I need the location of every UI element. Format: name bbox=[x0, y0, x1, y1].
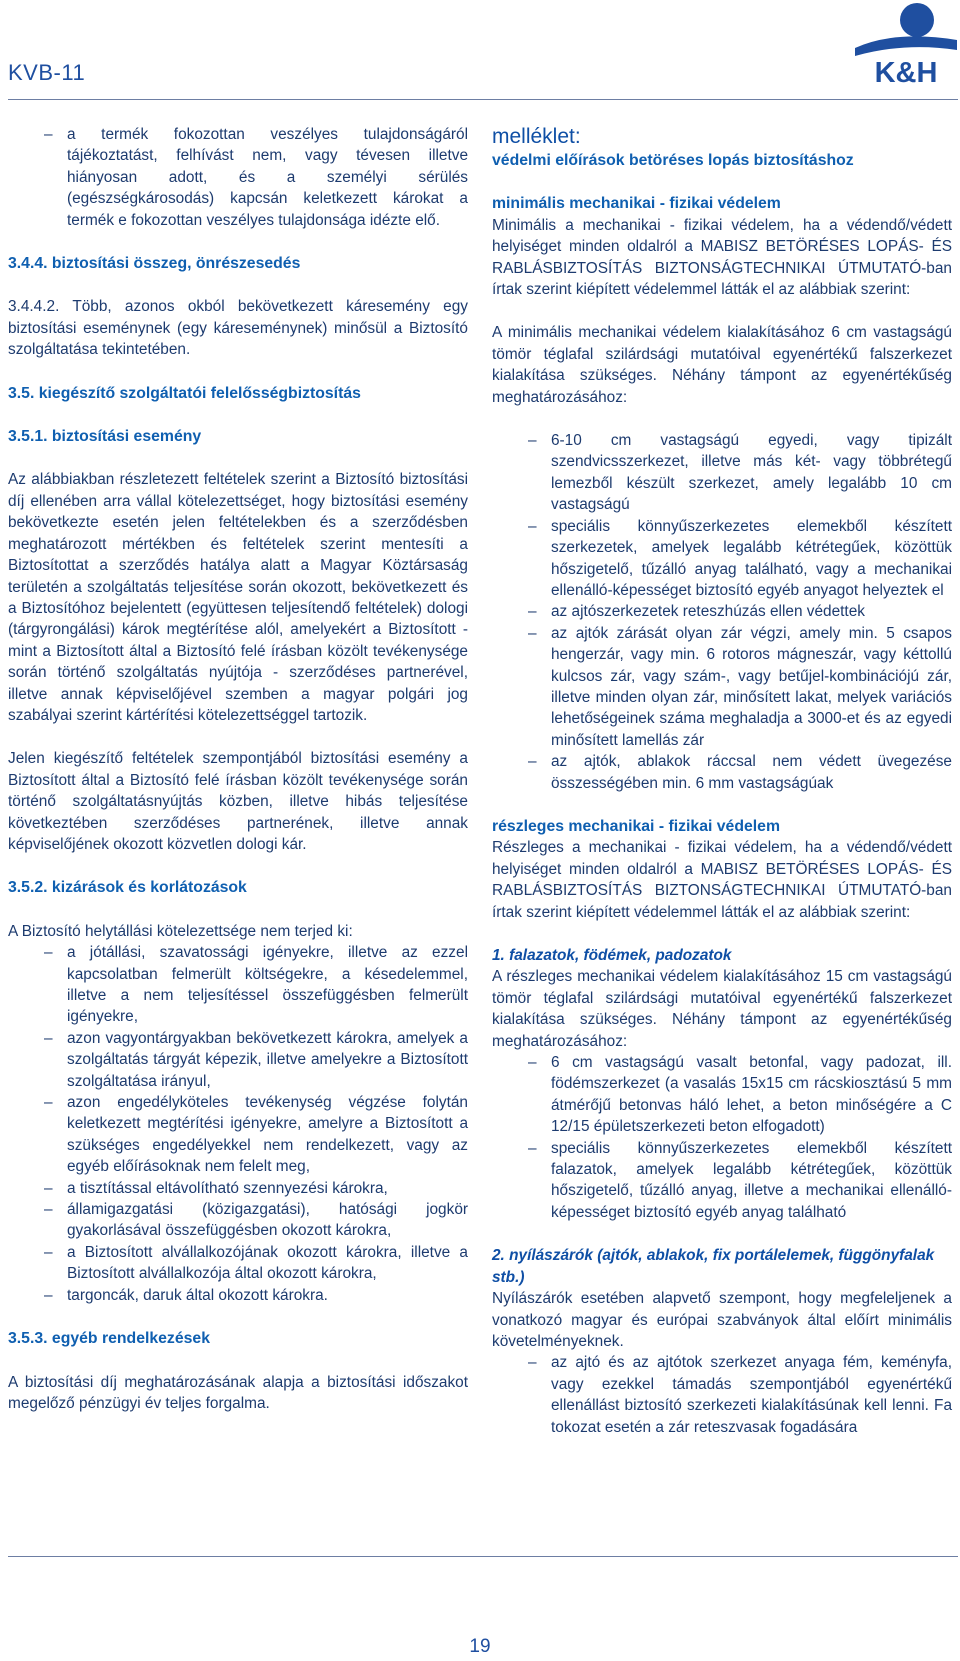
document-code: KVB-11 bbox=[8, 60, 86, 85]
openings-heading: 2. nyílászárók (ajtók, ablakok, fix portálelemek, függönyfalak stb.) bbox=[492, 1247, 935, 1286]
paragraph-3-5-1-b: Jelen kiegészítő feltételek szempontjából biztosítási esemény a Biztosított által a Biztosító felé írásban közölt tevékenysége során történő szolgáltatásnyújtás közben, illetve hibás teljesítése következtében szerződéses partnerének, illetve annak képviselőjének okozott közvetlen dologi kár. bbox=[8, 750, 468, 853]
paragraph-3-5-3: A biztosítási díj meghatározásának alapja a biztosítási időszakot megelőző pénzügyi év teljes forgalma. bbox=[8, 1373, 468, 1412]
page-number: 19 bbox=[469, 1636, 491, 1657]
paragraph-3-5-1-a: Az alábbiakban részletezett feltételek szerint a Biztosító biztosítási díj ellenében arra vállal kötelezettséget, hogy biztosítási esemény bekövetkezte esetén jelen feltételekben és a szerződésben meghatározott mértékben és feltételek szerint mentesíti a Biztosítottat a szerződés hatálya alatt a Magyar Köztársaság területén a szolgáltatás teljesítése során okozott, bekövetkezett és a Biztosítóhoz bejelentett (együttesen teljesítendő feltételek) dologi (tárgyrongálási) károk megtérítése alól, amelyekért a Biztosított - mint a Biztosított által a Biztosító felé írásban közölt tevékenysége során történő szolgáltatás nyújtója - szerződéses partnerével, illetve annak képviselőjével szemben a magyar polgári jog szabályai szerint kártérítési kötelezettséggel tartozik. bbox=[8, 471, 468, 724]
partial-protection-heading: részleges mechanikai - fizikai védelem bbox=[492, 817, 781, 835]
list-item: – speciális könnyűszerkezetes elemekből készített szerkezetek, amelyek legalább kétrétegűek, közöttük hőszigetelő, tűzálló anyag található, vagy a mechanikai ellenálló-képességet biztosító egyéb anyagot helyeztek el bbox=[492, 516, 952, 602]
list-item: – 6 cm vastagságú vasalt betonfal, vagy padozat, ill. födémszerkezet (a vasalás 15x15 cm rácskiosztású 5 mm átmérőjű betonvas háló lehet, a beton minőségére a C 12/15 épületszerkezeti beton elfogadott) bbox=[492, 1052, 952, 1138]
list-item: – az ajtó és az ajtótok szerkezet anyaga fém, keményfa, vagy ezekkel támadás szempontjából egyenértékű ellenállást biztosító szerkezeti kialakításúnak kell lenni. Fa tokozat esetén a zár reteszvasak fogadására bbox=[492, 1352, 952, 1438]
annex-subtitle: védelmi előírások betöréses lopás biztosításhoz bbox=[492, 152, 854, 169]
header-rule bbox=[8, 99, 958, 100]
list-item: – az ajtószerkezetek reteszhúzás ellen védettek bbox=[492, 601, 952, 622]
left-column bbox=[8, 124, 468, 1414]
walls-paragraph: A részleges mechanikai védelem kialakításához 15 cm vastagságú tömör téglafal szilárdsági mutatóival egyenértékű falszerkezet kialakítása szükséges. Néhány támpont az egyenértékűség meghatározásához: bbox=[492, 968, 952, 1050]
list-item: – államigazgatási (közigazgatási), hatósági jogkör gyakorlásával összefüggésben okozott károkra, bbox=[8, 1199, 468, 1242]
list-item: – 6-10 cm vastagságú egyedi, vagy tipizált szendvicsszerkezet, illetve más két- vagy többrétegű lemezből készült szerkezet, amely legalább 10 cm vastagságú bbox=[492, 430, 952, 516]
walls-heading: 1. falazatok, födémek, padozatok bbox=[492, 947, 732, 964]
minimal-protection-paragraph: A minimális mechanikai védelem kialakításához 6 cm vastagságú tömör téglafal szilárdsági mutatóival egyenértékű falszerkezet kialakítása szükséges. Néhány támpont az egyenértékűség meghatározásához: bbox=[492, 324, 952, 406]
partial-protection-intro: Részleges a mechanikai - fizikai védelem, ha a védendő/védett helyiséget minden oldalról a MABISZ BETÖRÉSES LOPÁS- ÉS RABLÁSBIZTOSÍTÁS BIZTONSÁGTECHNIKAI ÚTMUTATÓ-ban írtak szerint kiépített védelemmel látták el az alábbiak szerint: bbox=[492, 839, 952, 921]
footer-rule bbox=[8, 1556, 958, 1557]
paragraph-3-5-2: A Biztosító helytállási kötelezettsége nem terjed ki: bbox=[8, 922, 353, 940]
section-heading-3-5-1: 3.5.1. biztosítási esemény bbox=[8, 428, 202, 446]
list-item: – speciális könnyűszerkezetes elemekből készített falazatok, amelyek legalább kétrétegűek, közöttük hőszigetelő, tűzálló anyag, illetve a mechanikai ellenálló-képességet biztosító egyéb anyag található bbox=[492, 1138, 952, 1224]
paragraph-3-4-4-2: 3.4.4.2. Több, azonos okból bekövetkezett káresemény egy biztosítási eseménynek (egy káreseménynek) minősül a Biztosító szolgáltatása tekintetében. bbox=[8, 298, 468, 359]
list-item: – az ajtók, ablakok ráccsal nem védett üvegezése összességében min. 6 mm vastagságúak bbox=[492, 751, 952, 794]
minimal-protection-intro: Minimális a mechanikai - fizikai védelem, ha a védendő/védett helyiséget minden oldalról a MABISZ BETÖRÉSES LOPÁS- ÉS RABLÁSBIZTOSÍTÁS BIZTONSÁGTECHNIKAI ÚTMUTATÓ-ban írtak szerint kiépített védelemmel látták el az alábbiak szerint: bbox=[492, 216, 952, 299]
kh-logo bbox=[855, 0, 957, 88]
list-item: – targoncák, daruk által okozott károkra. bbox=[8, 1285, 468, 1306]
section-heading-3-4-4: 3.4.4. biztosítási összeg, önrészesedés bbox=[8, 255, 301, 273]
openings-paragraph: Nyílászárók esetében alapvető szempont, hogy megfeleljenek a vonatkozó magyar és európai szabványok által előírt minimális követelményeknek. bbox=[492, 1290, 952, 1350]
svg-text:K&H: K&H bbox=[874, 57, 938, 88]
list-item: – a Biztosított alvállalkozójának okozott károkra, illetve a Biztosított alvállalkozója által okozott károkra, bbox=[8, 1242, 468, 1285]
list-item: – azon engedélyköteles tevékenység végzése folytán keletkezett megtérítési igényekre, amelyre a Biztosított a szükséges engedélyekkel nem rendelkezett, vagy az egyéb előírásoknak nem felelt meg, bbox=[8, 1092, 468, 1178]
list-item: – a termék fokozottan veszélyes tulajdonságáról tájékoztatást, felhívást nem, vagy tévesen illetve hiányosan adott, és a személyi sérülés (egészségkárosodás) kapcsán keletkezett károkat a termék e fokozottan veszélyes tulajdonsága idézte elő. bbox=[8, 124, 468, 231]
minimal-protection-heading: minimális mechanikai - fizikai védelem bbox=[492, 195, 781, 213]
list-item: – a jótállási, szavatossági igényekre, illetve az ezzel kapcsolatban felmerült költségekre, a késedelemmel, illetve a nem teljesítéssel összefüggésben felmerült igényekre, bbox=[8, 942, 468, 1028]
list-item: – az ajtók zárását olyan zár végzi, amely min. 5 csapos hengerzár, vagy min. 6 rotoros mágneszár, vagy kéttollú kulcsos zár, vagy szám-, vagy betűjel-kombinációjú zár, illetve minden olyan zár, minősített lakat, melyek variációs lehetőségeinek száma meghaladja a 3000-et és az egyedi minősített lamellás zár bbox=[492, 623, 952, 751]
right-column bbox=[492, 124, 952, 1438]
list-item: – azon vagyontárgyakban bekövetkezett károkra, amelyek a szolgáltatás tárgyát képezik, illetve amelyekre a Biztosított szolgáltatása irányul, bbox=[8, 1028, 468, 1092]
section-heading-3-5: 3.5. kiegészítő szolgáltatói felelősségbiztosítás bbox=[8, 384, 361, 402]
section-heading-3-5-3: 3.5.3. egyéb rendelkezések bbox=[8, 1330, 210, 1348]
section-heading-3-5-2: 3.5.2. kizárások és korlátozások bbox=[8, 879, 247, 897]
list-item: – a tisztítással eltávolítható szennyezési károkra, bbox=[8, 1178, 468, 1199]
annex-title: melléklet: bbox=[492, 125, 581, 148]
